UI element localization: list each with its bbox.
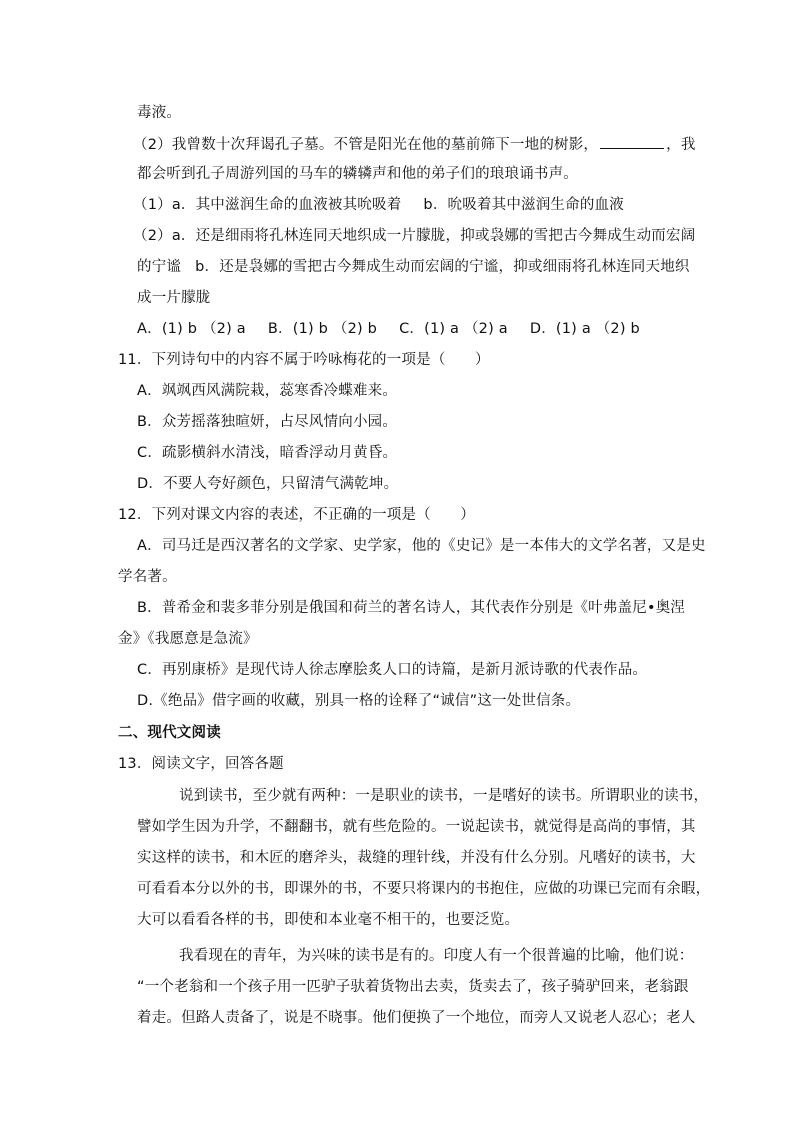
q12-option-b-line1: B．普希金和裴多菲分别是俄国和荷兰的著名诗人，其代表作分别是《叶弗盖尼•奥涅 xyxy=(137,600,686,616)
q10-choice2-line3: 成一片朦胧 xyxy=(137,290,211,306)
section-heading: 二、现代文阅读 xyxy=(118,725,221,741)
passage-para1-line2: 譬如学生因为升学，不翻翻书，就有些危险的。一说起读书，就觉得是高尚的事情，其 xyxy=(137,819,696,835)
q10-tail-text: 毒液。 xyxy=(137,105,182,121)
q12-option-a-line2: 学名著。 xyxy=(118,569,177,585)
passage-para2-line2: “一个老翁和一个孩子用一匹驴子驮着货物出去卖，货卖去了，孩子骑驴回来，老翁跟 xyxy=(137,979,689,995)
q13-stem: 13．阅读文字，回答各题 xyxy=(118,756,284,772)
passage-para2-line3: 着走。但路人责备了，说是不晓事。他们便换了一个地位，而旁人又说老人忍心；老人 xyxy=(137,1010,696,1026)
q11-option-a: A．飒飒西风满院栽，蕊寒香冷蝶难来。 xyxy=(137,383,398,399)
q10-choice2-line2 xyxy=(137,257,690,277)
q10-options-row xyxy=(137,319,640,339)
q10-choice1-line xyxy=(133,195,624,215)
passage-para1-line4: 可看看本分以外的书，即课外的书，不要只将课内的书抱住，应做的功课已完而有余暇， xyxy=(137,881,711,897)
passage-para1-line1: 说到读书，至少就有两种：一是职业的读书，一是嗜好的读书。所谓职业的读书， xyxy=(179,788,709,804)
q12-option-a-line1: A．司马迁是西汉著名的文学家、史学家，他的《史记》是一本伟大的文学名著，又是史 xyxy=(137,538,706,554)
q11-stem: 11．下列诗句中的内容不属于吟咏梅花的一项是（ ） xyxy=(118,352,490,368)
q10-option-a: A．(1) b （2) a xyxy=(137,321,246,337)
q12-option-c: C．再别康桥》是现代诗人徐志摩脍炙人口的诗篇，是新月派诗歌的代表作品。 xyxy=(137,662,648,678)
q10-item2-line2: 都会听到孔子周游列国的马车的辚辚声和他的弟子们的琅琅诵书声。 xyxy=(137,166,578,182)
q10-option-d: D．(1) a （2) b xyxy=(529,321,640,337)
q11-option-d: D．不要人夸好颜色，只留清气满乾坤。 xyxy=(137,476,399,492)
q12-option-b-line2: 金》《我愿意是急流》 xyxy=(118,631,258,647)
q10-item2-part1: （2）我曾数十次拜谒孔子墓。不管是阳光在他的墓前筛下一地的树影， xyxy=(133,137,599,153)
q10-choice2-line1: （2）a．还是细雨将孔林连同天地织成一片朦胧，抑或袅娜的雪把古今舞成生动而宏阔 xyxy=(133,228,696,244)
q10-choice2-b: b．还是袅娜的雪把古今舞成生动而宏阔的宁谧，抑或细雨将孔林连同天地织 xyxy=(195,259,690,275)
q12-stem: 12．下列对课文内容的表述，不正确的一项是（ ） xyxy=(118,507,475,523)
q10-item2-part2: ，我 xyxy=(666,137,696,153)
q10-option-c: C．(1) a （2) a xyxy=(399,321,508,337)
q11-option-c: C．疏影横斜水清浅，暗香浮动月黄昏。 xyxy=(137,445,398,461)
q10-item2-line1 xyxy=(133,134,696,155)
passage-para2-line1: 我看现在的青年，为兴味的读书是有的。印度人有一个很普遍的比喻，他们说： xyxy=(179,948,694,964)
q10-choice1-a: （1）a．其中滋润生命的血液被其吮吸着 xyxy=(133,197,402,213)
q12-option-d: D.《绝品》借字画的收藏，别具一格的诠释了“诚信”这一处世信条。 xyxy=(137,693,581,709)
passage-para1-line5: 大可以看看各样的书，即使和本业毫不相干的，也要泛览。 xyxy=(137,912,520,928)
q10-option-b: B．(1) b （2) b xyxy=(267,321,378,337)
q10-choice1-b: b．吮吸着其中滋润生命的血液 xyxy=(423,197,624,213)
q10-choice2-a-tail: 的宁谧 xyxy=(137,259,182,275)
fill-in-blank xyxy=(600,134,664,149)
q11-option-b: B．众芳摇落独暄妍，占尽风情向小园。 xyxy=(137,414,398,430)
passage-para1-line3: 实这样的读书，和木匠的磨斧头，裁缝的理针线，并没有什么分别。凡嗜好的读书，大 xyxy=(137,850,696,866)
